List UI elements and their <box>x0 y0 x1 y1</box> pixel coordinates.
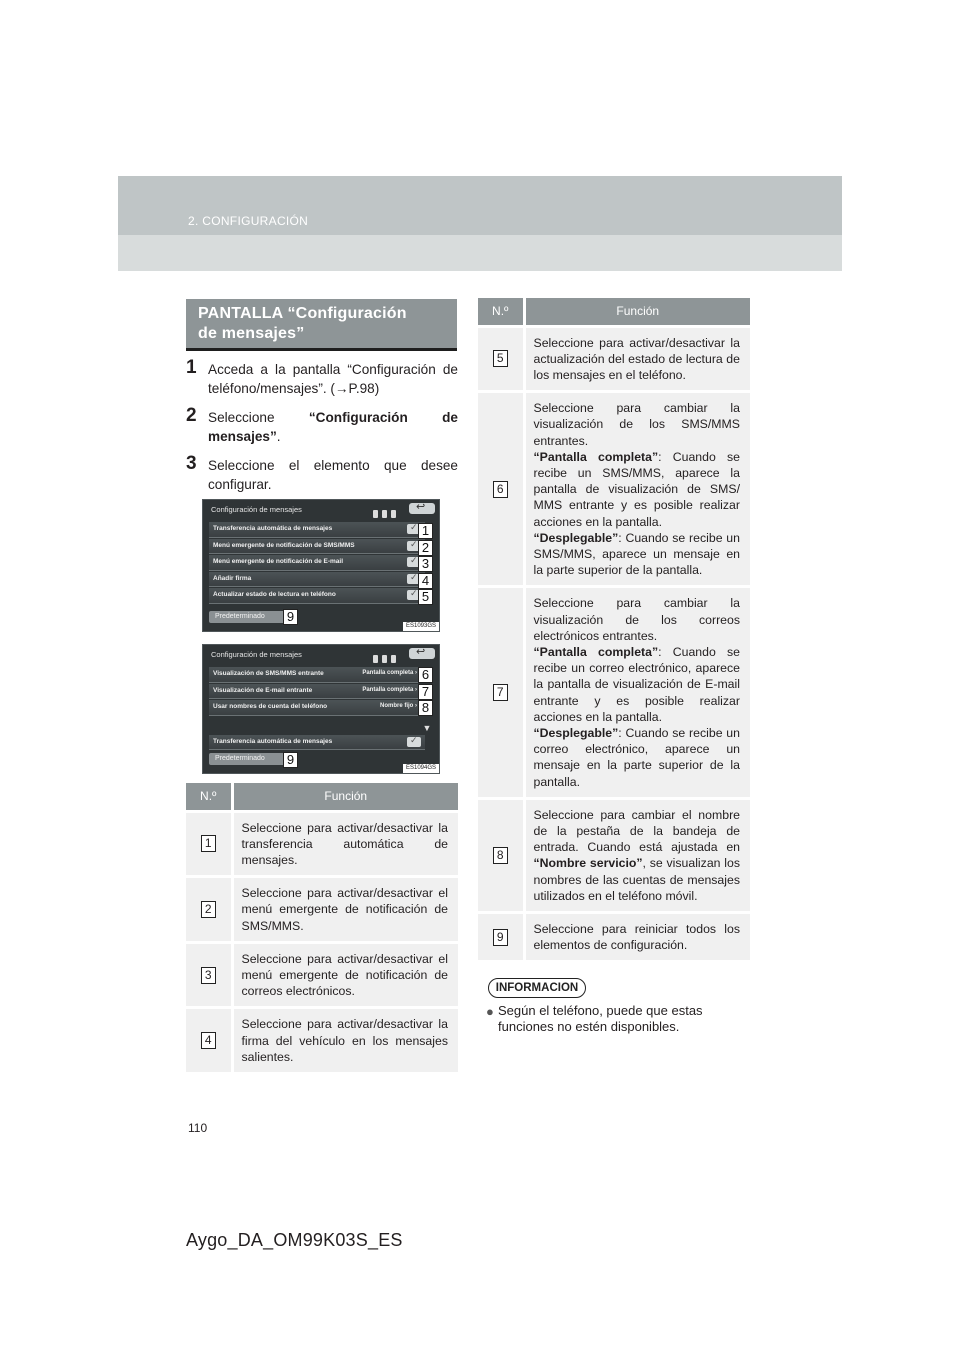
table-row <box>478 913 750 961</box>
table-row <box>186 811 458 877</box>
step-number: 1 <box>186 357 197 378</box>
callout-6: 6 <box>418 667 433 683</box>
setting-row[interactable] <box>209 572 425 588</box>
screenshot-message-settings-1 <box>202 499 440 632</box>
column-header-function: Función <box>524 298 750 326</box>
header-band <box>118 176 842 271</box>
info-text: Según el teléfono, puede que estas funciones no estén disponibles. <box>498 1003 703 1034</box>
setting-row[interactable] <box>209 555 425 571</box>
callout-3: 3 <box>418 556 433 572</box>
setting-label: Menú emergente de notificación de SMS/MMS <box>213 541 355 549</box>
table-row <box>478 587 750 798</box>
option-desc: : Cuando se recibe un SMS/MMS, aparece un mensaje en la parte superior de la pantalla. <box>533 530 740 578</box>
steps-list <box>186 357 458 504</box>
bullet-icon: ● <box>486 1004 494 1019</box>
battery-icon <box>391 655 396 663</box>
setting-label: Añadir firma <box>213 574 252 582</box>
item-number: 5 <box>493 350 508 367</box>
option-name: “Desplegable” <box>533 530 619 545</box>
table-row <box>478 392 750 587</box>
step-text-prefix: Seleccione <box>208 410 309 425</box>
item-number: 9 <box>493 929 508 946</box>
signal-icon <box>382 510 387 518</box>
option-name: “Pantalla completa” <box>533 449 659 464</box>
default-button[interactable]: Predeterminado <box>209 611 285 623</box>
setting-label: Transferencia automática de mensajes <box>213 737 333 745</box>
option-name: “Desplegable” <box>533 725 619 740</box>
setting-value: Nombre fijo › <box>380 703 417 709</box>
info-label: INFORMACION <box>488 978 586 998</box>
setting-row[interactable] <box>209 522 425 538</box>
figure-code: ES1094GS <box>403 764 439 773</box>
section-title <box>186 299 457 351</box>
option-desc: , se visualizan los nombres de las cuentas de mensajes utilizados en el teléfono móvil. <box>533 856 740 903</box>
setting-row[interactable] <box>209 684 425 700</box>
setting-label: Actualizar estado de lectura en teléfono <box>213 591 336 598</box>
document-code: Aygo_DA_OM99K03S_ES <box>186 1230 403 1250</box>
checkbox-icon[interactable] <box>407 737 421 747</box>
item-number: 1 <box>201 835 216 852</box>
callout-5: 5 <box>418 589 433 605</box>
function-text: Seleccione para activar/desactivar el menú emergente de notificación de correos electrónicos. <box>232 942 458 1008</box>
setting-row[interactable] <box>209 735 425 751</box>
callout-2: 2 <box>418 540 433 556</box>
page-number: 110 <box>188 1121 208 1135</box>
info-item <box>486 1003 744 1035</box>
setting-row[interactable] <box>209 667 425 683</box>
function-text: Seleccione para activar/desactivar el menú emergente de notificación de SMS/MMS. <box>232 877 458 943</box>
function-intro: Seleccione para cambiar el nombre de la pestaña de la bandeja de entrada. Cuando está ajustada en <box>533 807 740 855</box>
step-number: 3 <box>186 453 197 474</box>
option-desc: : Cuando se recibe un SMS/MMS, aparece la pantalla de visualización de SMS/ MMS entrante y es posible realizar acciones en la pantalla. <box>533 449 741 529</box>
bluetooth-icon <box>373 510 378 518</box>
setting-value: Pantalla completa › <box>362 686 417 693</box>
item-number: 6 <box>493 481 508 498</box>
table-header <box>186 783 458 811</box>
step-text-bold: “Configuración de mensajes” <box>208 410 458 444</box>
step-text: Acceda a la pantalla “Configuración de teléfono/mensajes”. (→P.98) <box>208 362 458 396</box>
function-intro: Seleccione para cambiar la visualización de los SMS/MMS entrantes. <box>533 401 740 448</box>
signal-icon <box>382 655 387 663</box>
table-row <box>186 877 458 943</box>
step-text: Seleccione el elemento que desee configurar. <box>208 458 458 492</box>
function-text: Seleccione para reiniciar todos los elementos de configuración. <box>524 913 750 961</box>
item-number: 8 <box>493 847 508 864</box>
function-intro: Seleccione para cambiar la visualización de los correos electrónicos entrantes. <box>533 596 740 643</box>
status-icons <box>373 505 403 514</box>
column-header-no: N.º <box>478 298 524 326</box>
item-number: 7 <box>493 684 508 701</box>
figure-code: ES1093GS <box>403 622 439 631</box>
setting-row[interactable] <box>209 588 425 604</box>
settings-list <box>209 522 425 605</box>
section-title-line2: de mensajes” <box>198 325 305 342</box>
option-name: “Nombre servicio” <box>533 856 643 871</box>
back-button[interactable] <box>409 648 435 659</box>
callout-1: 1 <box>418 523 433 539</box>
table-row <box>478 326 750 392</box>
function-text <box>524 392 750 587</box>
column-header-no: N.º <box>186 783 232 811</box>
scroll-down-icon[interactable]: ▼ <box>422 723 432 733</box>
step-number: 2 <box>186 405 197 426</box>
option-desc: : Cuando se recibe un correo electrónico, aparece un mensaje en la parte superior de la pantalla. <box>533 725 740 789</box>
option-name: “Pantalla completa” <box>533 644 659 659</box>
back-button[interactable] <box>409 503 435 514</box>
function-text: Seleccione para activar/desactivar la actualización del estado de lectura de los mensajes en el teléfono. <box>524 326 750 392</box>
step-text-suffix: . <box>276 429 281 444</box>
step-1 <box>186 357 458 398</box>
table-header <box>478 298 750 326</box>
callout-8: 8 <box>418 700 433 716</box>
step-2 <box>186 405 458 446</box>
table-row <box>186 1008 458 1072</box>
item-number: 3 <box>201 967 216 984</box>
setting-label: Visualización de SMS/MMS entrante <box>213 670 324 677</box>
setting-row[interactable] <box>209 539 425 555</box>
function-text: Seleccione para activar/desactivar la firma del vehículo en los mensajes salientes. <box>232 1008 458 1072</box>
section-title-line1: PANTALLA “Configuración <box>198 305 407 322</box>
setting-row[interactable] <box>209 700 425 716</box>
table-row <box>186 942 458 1008</box>
status-icons <box>373 650 403 659</box>
function-text <box>524 798 750 912</box>
column-header-function: Función <box>232 783 458 811</box>
callout-9: 9 <box>283 752 298 768</box>
function-text: Seleccione para activar/desactivar la transferencia automática de mensajes. <box>232 811 458 877</box>
item-number: 2 <box>201 901 216 918</box>
function-table-left <box>186 783 458 1072</box>
table-row <box>478 798 750 912</box>
function-text <box>524 587 750 798</box>
option-desc: : Cuando se recibe un correo electrónico, aparece la pantalla de visualización de E-mail entrante y es posible realizar acciones en la pantalla. <box>533 644 741 724</box>
callout-4: 4 <box>418 573 433 589</box>
screen-title: Configuración de mensajes <box>211 505 302 514</box>
screen-title: Configuración de mensajes <box>211 650 302 659</box>
default-button[interactable]: Predeterminado <box>209 753 285 765</box>
bluetooth-icon <box>373 655 378 663</box>
setting-label: Transferencia automática de mensajes <box>213 525 333 532</box>
battery-icon <box>391 510 396 518</box>
step-3 <box>186 453 458 494</box>
setting-label: Visualización de E-mail entrante <box>213 686 313 694</box>
callout-7: 7 <box>418 684 433 700</box>
screenshot-message-settings-2 <box>202 644 440 774</box>
callout-9: 9 <box>283 609 298 625</box>
setting-label: Menú emergente de notificación de E-mail <box>213 558 344 565</box>
setting-label: Usar nombres de cuenta del teléfono <box>213 703 328 710</box>
item-number: 4 <box>201 1032 216 1049</box>
breadcrumb: 2. CONFIGURACIÓN <box>188 214 309 228</box>
setting-value: Pantalla completa › <box>362 670 417 676</box>
settings-list <box>209 667 425 751</box>
function-table-right <box>478 298 750 960</box>
